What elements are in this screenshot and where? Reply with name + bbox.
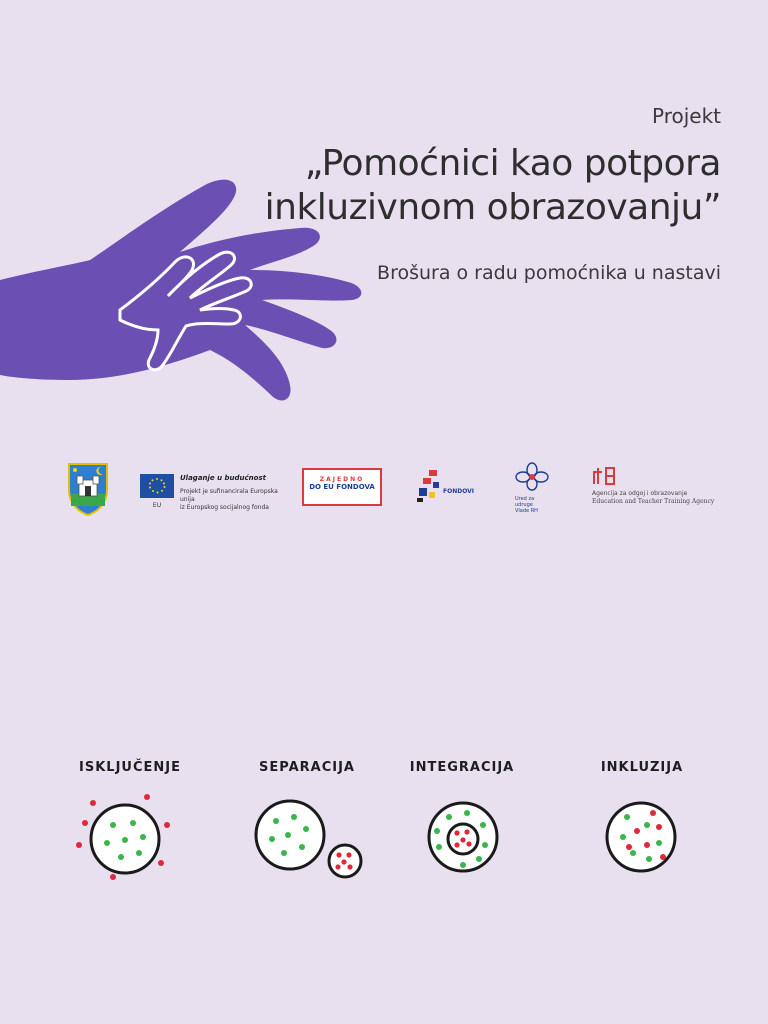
ured-za-udruge-logo [515,462,565,518]
zajedno-logo [302,468,382,506]
eu-line-2: iz Europskog socijalnog fonda [180,504,269,511]
diagram-integration [387,760,537,899]
flower-icon [515,462,549,492]
esi-fondovi-icon [415,468,445,504]
ured-line-3: Vlade RH [515,508,538,514]
diagram-exclusion [55,760,205,899]
eu-flag-icon [140,474,174,498]
page-subtitle: Brošura o radu pomoćnika u nastavi [377,262,721,284]
integration-diagram-icon [387,785,537,895]
eu-heading: Ulaganje u budućnost [180,474,266,482]
separation-diagram-icon [232,785,382,895]
diagram-label-inclusion: INKLUZIJA [600,760,684,775]
azoo-line-2: Education and Teacher Training Agency [592,498,715,505]
eu-flag-label: EU [152,502,162,509]
title-line-1: „Pomoćnici kao potpora [304,143,721,184]
diagram-label-exclusion: ISKLJUČENJE [79,760,181,775]
eu-logo [140,474,290,530]
title-line-2: inkluzivnom obrazovanju” [264,187,721,228]
zagreb-coat-of-arms-icon [65,460,111,516]
eu-line-1: Projekt je sufinancirala Europska unija [180,488,278,503]
inclusion-diagram-icon [567,785,717,895]
azoo-icon [592,466,616,486]
azoo-line-1: Agencija za odgoj i obrazovanje [592,490,688,497]
diagram-inclusion [567,760,717,899]
diagram-label-separation: SEPARACIJA [259,760,355,775]
project-kicker: Projekt [651,104,721,128]
diagram-separation [232,760,382,899]
azoo-logo [592,466,722,522]
zajedno-line-2: DO EU FONDOVA [309,483,375,491]
fondovi-label: FONDOVI [443,488,475,495]
ured-line-1: Ured za [515,496,535,502]
exclusion-diagram-icon [55,785,205,895]
zajedno-line-1: ZAJEDNO [319,476,365,483]
diagram-label-integration: INTEGRACIJA [409,760,515,775]
page-title [265,142,721,230]
ured-line-2: udruge [515,502,533,508]
sponsor-logos [60,460,720,520]
esi-fondovi-logo [415,468,485,524]
